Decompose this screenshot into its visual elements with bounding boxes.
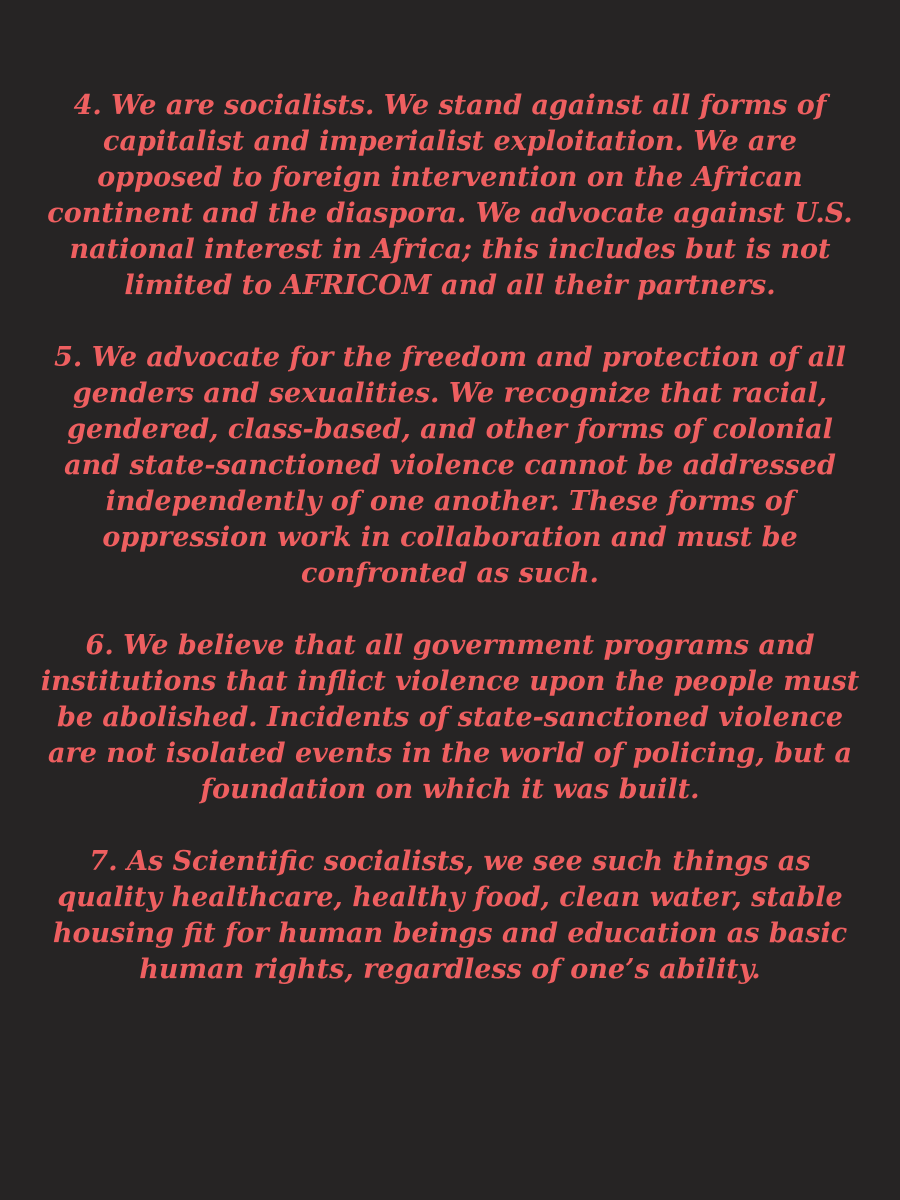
point-6-paragraph: 6. We believe that all government programs and institutions that inflict violence upon the people must be abolished. Incidents of state-sanctioned violence are not isolated events in the world of policing, but a foundation on which it was built. (40, 630, 860, 805)
point-7-paragraph: 7. As Scientific socialists, we see such things as quality healthcare, healthy food, clean water, stable housing fit for human beings and education as basic human rights, regardless of one’s ability. (52, 846, 848, 985)
point-5-paragraph: 5. We advocate for the freedom and protection of all genders and sexualities. We recognize that racial, gendered, class-based, and other forms of colonial and state-sanctioned violence cannot be addressed independently of one another. These forms of oppression work in collaboration and must be confronted as such. (54, 342, 846, 589)
point-4-paragraph: 4. We are socialists. We stand against all forms of capitalist and imperialist exploitation. We are opposed to foreign intervention on the African continent and the diaspora. We advocate against U.S. national interest in Africa; this includes but is not limited to AFRICOM and all their partners. (47, 90, 853, 301)
